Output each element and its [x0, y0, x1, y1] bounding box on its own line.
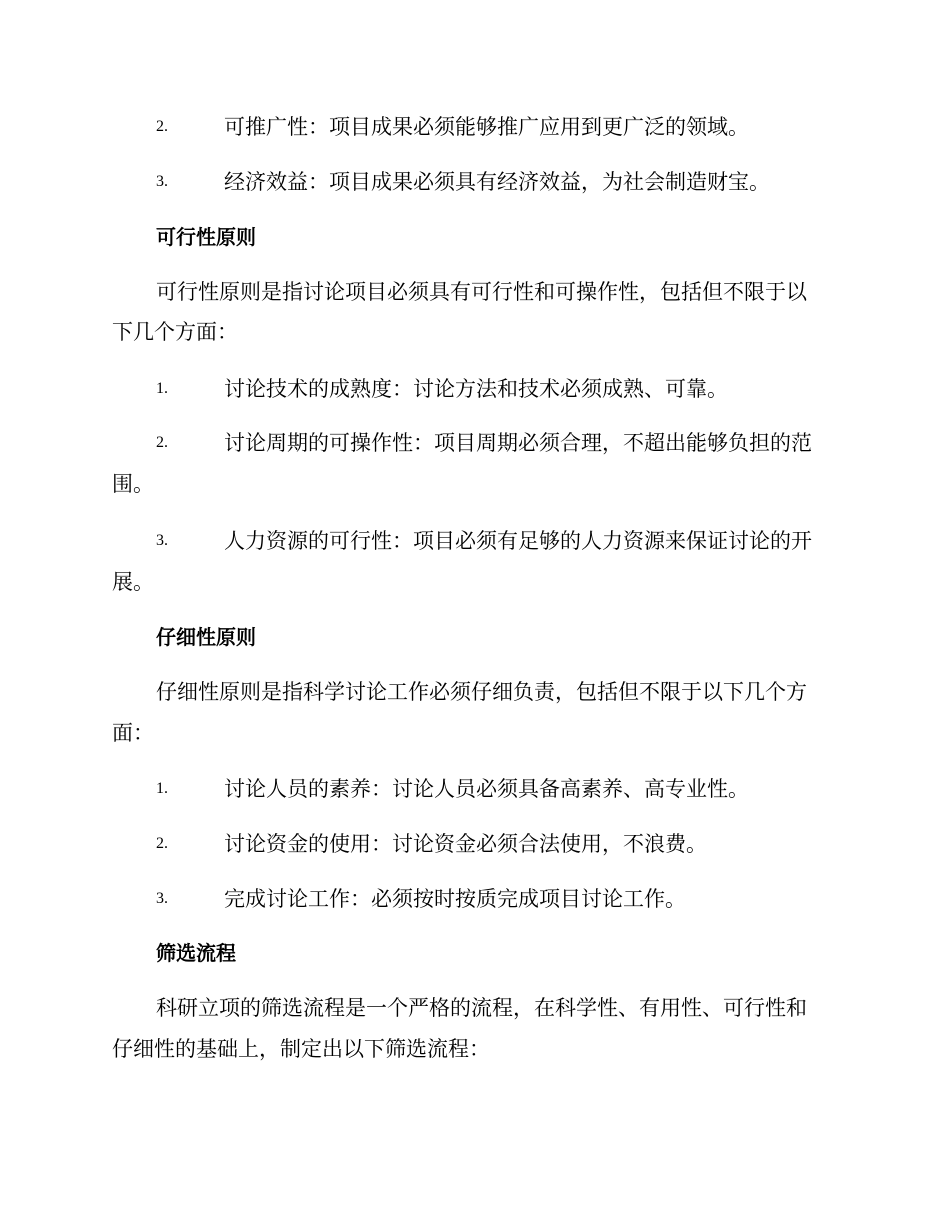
list-number: 1.: [156, 380, 168, 397]
list-number: 2.: [156, 434, 168, 451]
list-text: 讨论技术的成熟度：讨论方法和技术必须成熟、可靠。: [224, 377, 728, 401]
list-text-continuation: 展。: [112, 570, 154, 594]
list-text: 可推广性：项目成果必须能够推广应用到更广泛的领域。: [224, 115, 749, 139]
paragraph-line: 科研立项的筛选流程是一个严格的流程，在科学性、有用性、可行性和: [156, 996, 807, 1020]
list-number: 3.: [156, 890, 168, 907]
list-text: 讨论人员的素养：讨论人员必须具备高素养、高专业性。: [224, 777, 749, 801]
list-text: 人力资源的可行性：项目必须有足够的人力资源来保证讨论的开: [224, 529, 812, 553]
paragraph-line: 可行性原则是指讨论项目必须具有可行性和可操作性，包括但不限于以: [156, 280, 807, 304]
paragraph-line: 仔细性原则是指科学讨论工作必须仔细负责，包括但不限于以下几个方: [156, 680, 807, 704]
list-text: 完成讨论工作：必须按时按质完成项目讨论工作。: [224, 887, 686, 911]
list-number: 3.: [156, 173, 168, 190]
list-number: 2.: [156, 835, 168, 852]
section-heading: 可行性原则: [156, 225, 256, 249]
section-heading: 仔细性原则: [156, 625, 256, 649]
list-text: 经济效益：项目成果必须具有经济效益，为社会制造财宝。: [224, 170, 770, 194]
list-number: 2.: [156, 118, 168, 135]
paragraph-line: 面：: [112, 721, 154, 745]
list-number: 3.: [156, 532, 168, 549]
list-text: 讨论周期的可操作性：项目周期必须合理，不超出能够负担的范: [224, 431, 812, 455]
list-number: 1.: [156, 780, 168, 797]
paragraph-line: 下几个方面：: [112, 320, 238, 344]
list-text-continuation: 围。: [112, 472, 154, 496]
section-heading: 筛选流程: [156, 941, 236, 965]
list-text: 讨论资金的使用：讨论资金必须合法使用，不浪费。: [224, 832, 707, 856]
paragraph-line: 仔细性的基础上，制定出以下筛选流程：: [112, 1037, 490, 1061]
